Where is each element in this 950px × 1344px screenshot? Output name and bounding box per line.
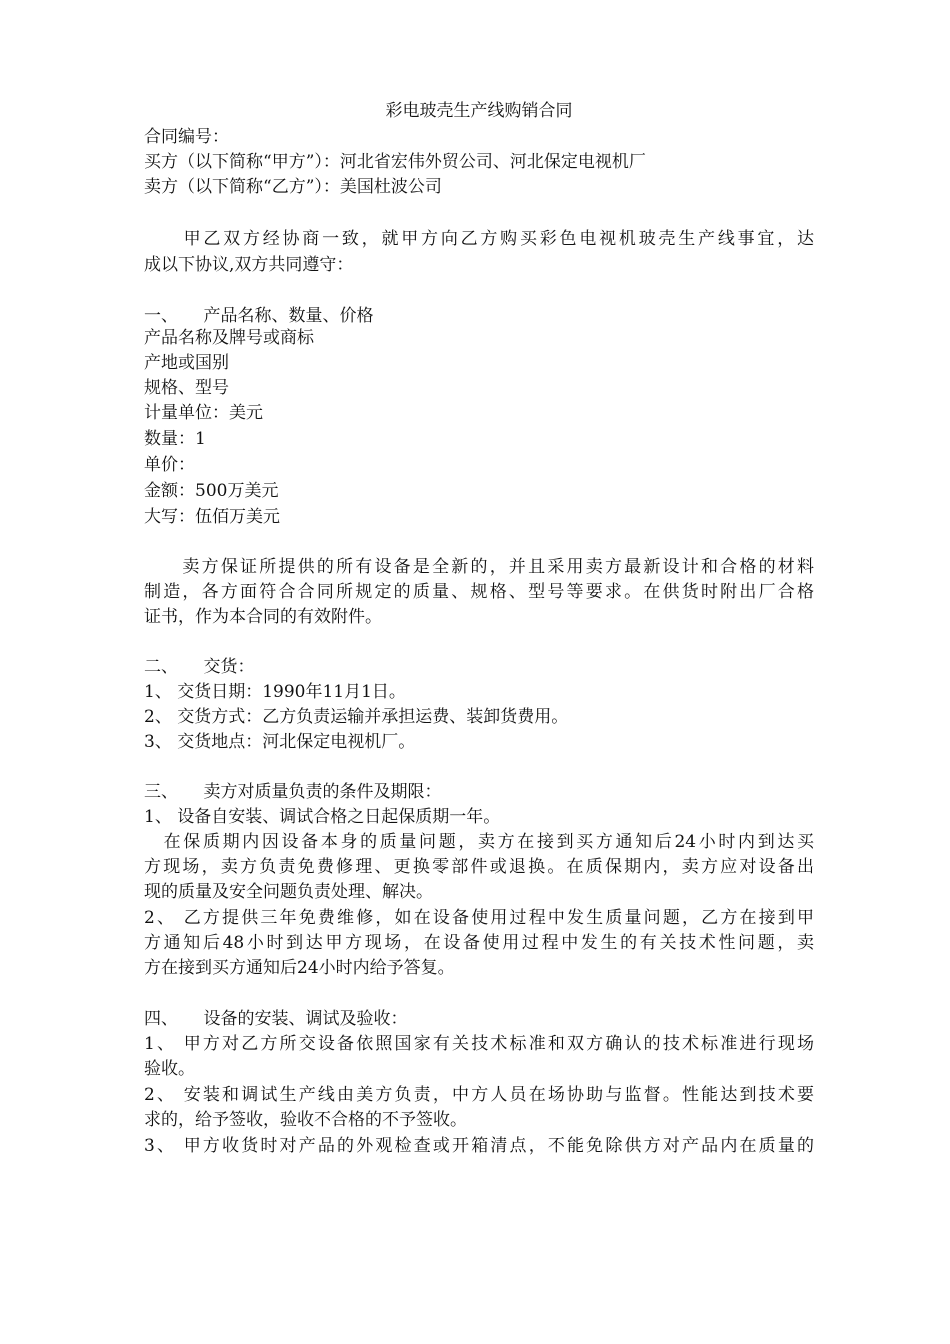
buyer-line: 买方（以下简称“甲方”）：河北省宏伟外贸公司、河北保定电视机厂 [144,152,646,172]
quality-line: 方在接到买方通知后24小时内给予答复。 [144,958,455,978]
delivery-item: 2、 交货方式：乙方负责运输并承担运费、装卸货费用。 [144,707,569,727]
product-field: 计量单位：美元 [144,403,263,423]
quality-line: 方现场，卖方负责免费修理、更换零部件或退换。在质保期内，卖方应对设备出 [144,857,814,877]
section-3-heading: 三、 卖方对质量负责的条件及期限： [144,782,442,802]
quality-line: 在保质期内因设备本身的质量问题，卖方在接到买方通知后24小时内到达买 [144,832,814,852]
section-1-heading: 一、 产品名称、数量、价格 [144,306,374,326]
acceptance-line: 验收。 [144,1059,195,1079]
guarantee-line: 卖方保证所提供的所有设备是全新的，并且采用卖方最新设计和合格的材料 [144,557,814,577]
product-field: 规格、型号 [144,378,229,398]
quality-line: 2、 乙方提供三年免费维修，如在设备使用过程中发生质量问题，乙方在接到甲 [144,908,814,928]
acceptance-line: 3、 甲方收货时对产品的外观检查或开箱清点，不能免除供方对产品内在质量的 [144,1136,814,1156]
guarantee-line: 证书，作为本合同的有效附件。 [144,607,382,627]
product-field: 数量：1 [144,429,206,449]
product-field: 产品名称及牌号或商标 [144,328,314,348]
delivery-item: 3、 交货地点：河北保定电视机厂。 [144,732,416,752]
acceptance-line: 求的，给予签收，验收不合格的不予签收。 [144,1110,467,1130]
product-field: 大写：伍佰万美元 [144,507,280,527]
product-field: 金额：500万美元 [144,481,279,501]
product-field: 单价： [144,455,195,475]
delivery-item: 1、 交货日期：1990年11月1日。 [144,682,406,702]
section-2-heading: 二、 交货： [144,657,255,677]
contract-title: 彩电玻壳生产线购销合同 [385,101,573,121]
guarantee-line: 制造，各方面符合合同所规定的质量、规格、型号等要求。在供货时附出厂合格 [144,582,814,602]
acceptance-line: 2、 安装和调试生产线由美方负责，中方人员在场协助与监督。性能达到技术要 [144,1085,814,1105]
intro-line: 成以下协议,双方共同遵守： [144,255,354,275]
quality-line: 现的质量及安全问题负责处理、解决。 [144,882,433,902]
intro-line: 甲乙双方经协商一致，就甲方向乙方购买彩色电视机玻壳生产线事宜，达 [144,229,814,249]
contract-number: 合同编号： [144,127,229,147]
quality-line: 1、 设备自安装、调试合格之日起保质期一年。 [144,807,501,827]
quality-line: 方通知后48小时到达甲方现场，在设备使用过程中发生的有关技术性问题，卖 [144,933,814,953]
seller-line: 卖方（以下简称“乙方”）：美国杜波公司 [144,177,442,197]
product-field: 产地或国别 [144,353,229,373]
section-4-heading: 四、 设备的安装、调试及验收： [144,1009,408,1029]
acceptance-line: 1、 甲方对乙方所交设备依照国家有关技术标准和双方确认的技术标准进行现场 [144,1034,814,1054]
